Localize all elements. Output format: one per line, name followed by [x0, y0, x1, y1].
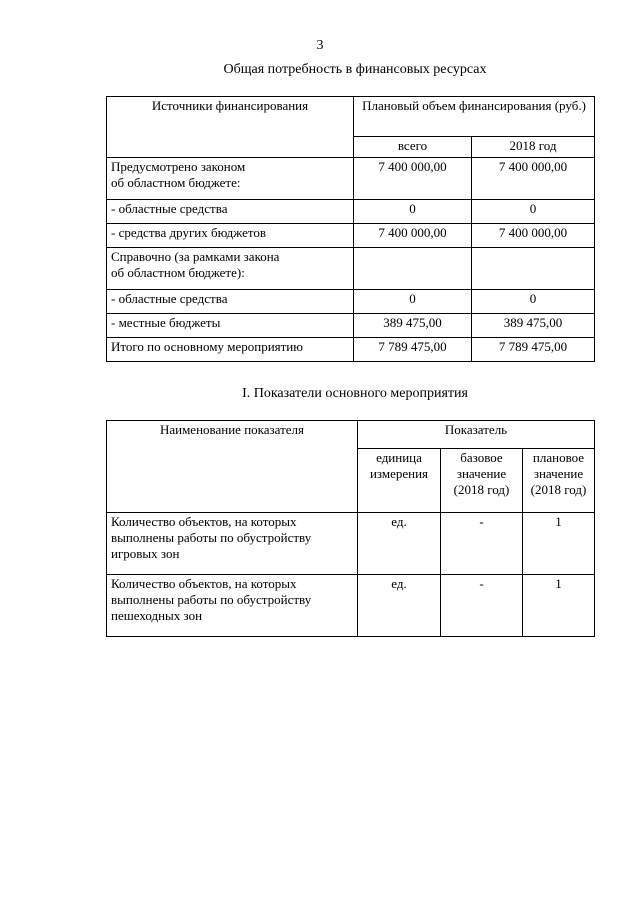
- row-total: 389 475,00: [354, 314, 472, 338]
- indicator-unit: ед.: [358, 575, 441, 637]
- row-year: 7 789 475,00: [472, 338, 595, 362]
- row-total: 7 400 000,00: [354, 158, 472, 200]
- row-year: 7 400 000,00: [472, 158, 595, 200]
- row-year: [472, 248, 595, 290]
- row-label: Справочно (за рамками закона об областном бюджете):: [107, 248, 354, 290]
- table-row: [107, 200, 595, 224]
- indicator-name: Количество объектов, на которых выполнены работы по обустройству игровых зон: [107, 513, 358, 575]
- row-year: 0: [472, 200, 595, 224]
- header-year: 2018 год: [472, 137, 595, 158]
- row-year: 389 475,00: [472, 314, 595, 338]
- indicator-base: -: [441, 575, 523, 637]
- indicator-base: -: [441, 513, 523, 575]
- row-year: 0: [472, 290, 595, 314]
- section-title-financing: Общая потребность в финансовых ресурсах: [223, 62, 487, 77]
- table-row: [107, 575, 595, 637]
- section-title-indicators: I. Показатели основного мероприятия: [242, 386, 468, 401]
- header-planned-volume: Плановый объем финансирования (руб.): [354, 97, 595, 137]
- table-row: [107, 513, 595, 575]
- row-label: Предусмотрено законом об областном бюджете:: [107, 158, 354, 200]
- indicator-name: Количество объектов, на которых выполнены работы по обустройству пешеходных зон: [107, 575, 358, 637]
- page-number: 3: [316, 38, 324, 53]
- header-planned-value: плановое значение (2018 год): [523, 449, 595, 513]
- table-row: [107, 314, 595, 338]
- row-total: [354, 248, 472, 290]
- row-total: 7 400 000,00: [354, 224, 472, 248]
- financing-table: [106, 96, 595, 362]
- header-total: всего: [354, 137, 472, 158]
- indicators-table: [106, 420, 595, 637]
- row-label: Итого по основному мероприятию: [107, 338, 354, 362]
- row-label: - местные бюджеты: [107, 314, 354, 338]
- table-row: [107, 224, 595, 248]
- row-label: - областные средства: [107, 200, 354, 224]
- table-row: [107, 158, 595, 200]
- row-year: 7 400 000,00: [472, 224, 595, 248]
- table-row: [107, 338, 595, 362]
- header-indicator: Показатель: [358, 421, 595, 449]
- row-total: 0: [354, 290, 472, 314]
- row-total: 7 789 475,00: [354, 338, 472, 362]
- header-indicator-name: Наименование показателя: [107, 421, 358, 513]
- indicator-plan: 1: [523, 513, 595, 575]
- header-unit: единица измерения: [358, 449, 441, 513]
- table-row: [107, 248, 595, 290]
- header-base-value: базовое значение (2018 год): [441, 449, 523, 513]
- row-total: 0: [354, 200, 472, 224]
- indicator-unit: ед.: [358, 513, 441, 575]
- table-row: [107, 290, 595, 314]
- row-label: - областные средства: [107, 290, 354, 314]
- indicator-plan: 1: [523, 575, 595, 637]
- header-funding-sources: Источники финансирования: [107, 97, 354, 158]
- row-label: - средства других бюджетов: [107, 224, 354, 248]
